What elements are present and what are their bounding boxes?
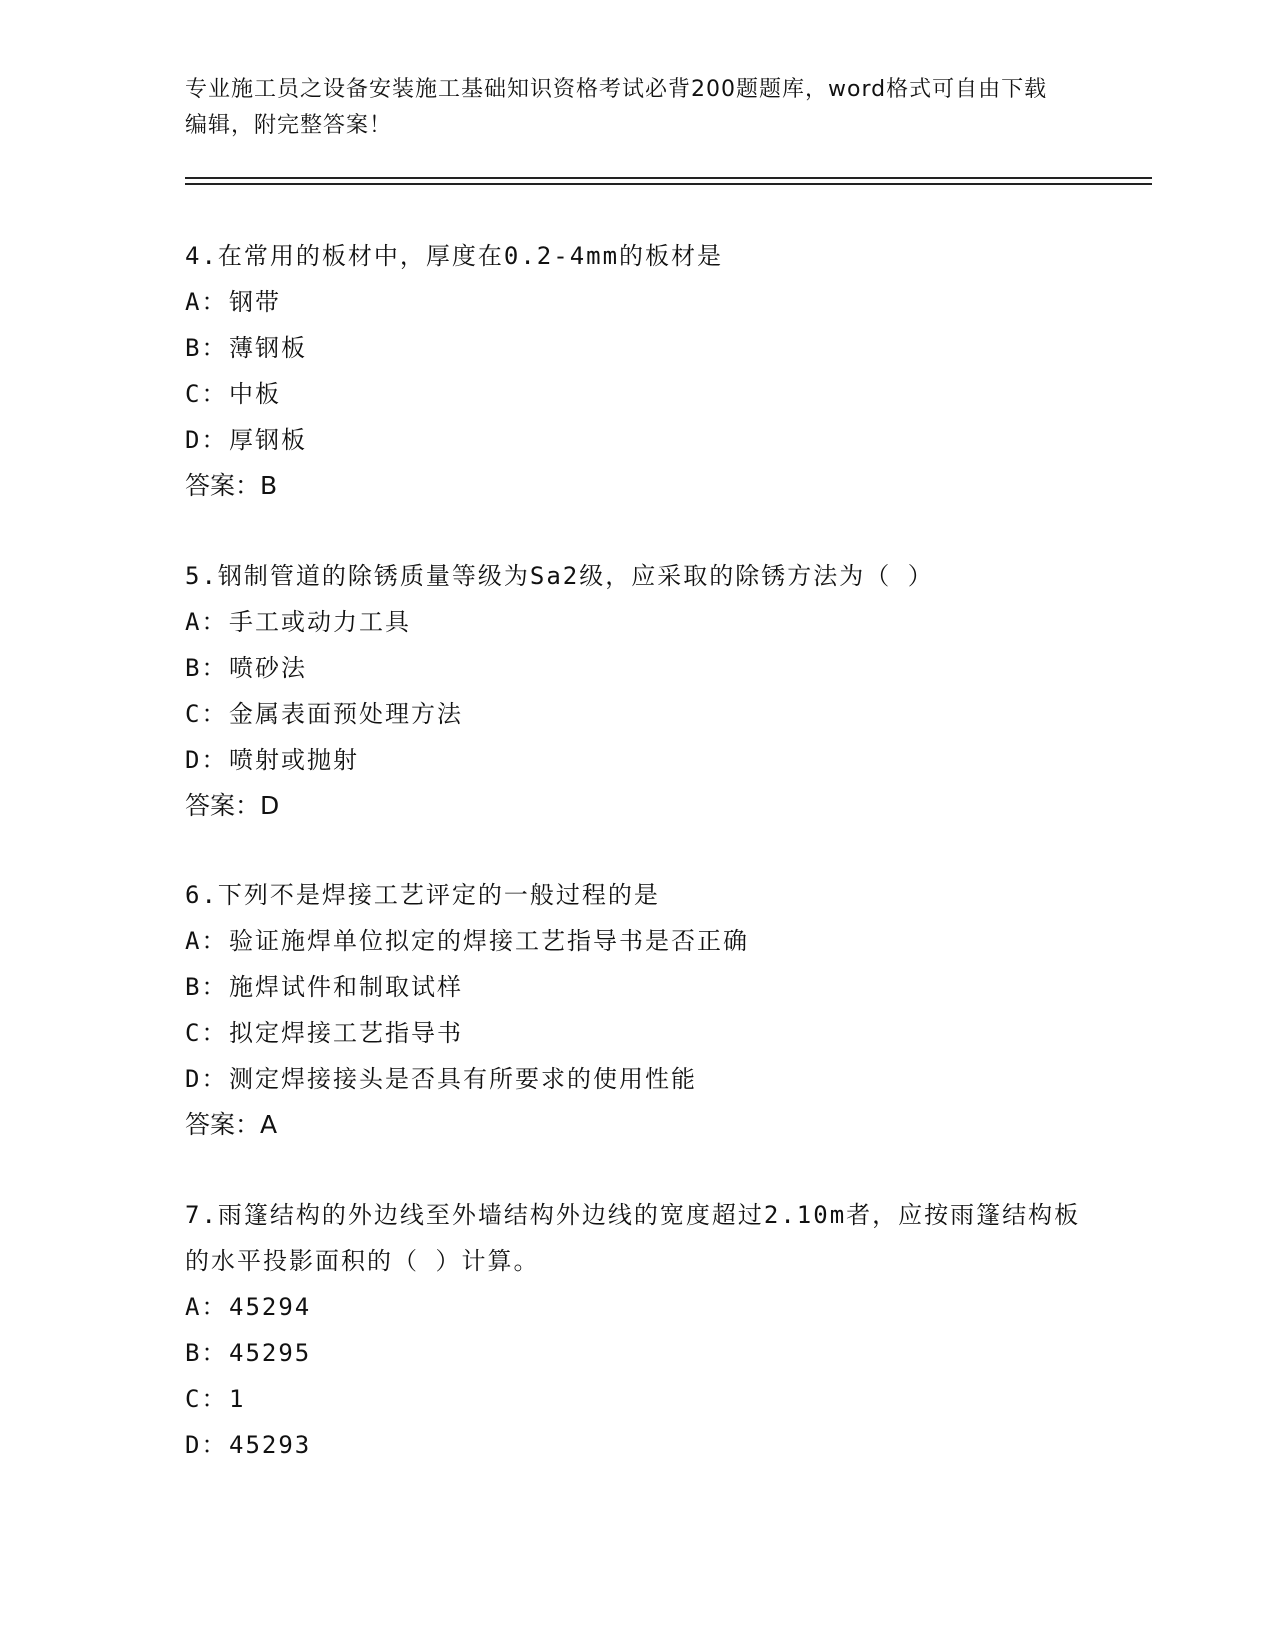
option-c: [185, 1376, 1085, 1422]
option-c: [185, 371, 1085, 417]
option-text: 手工或动力工具: [229, 608, 411, 636]
option-text: 薄钢板: [229, 334, 307, 362]
option-text: 中板: [229, 380, 281, 408]
option-text: 测定焊接接头是否具有所要求的使用性能: [229, 1065, 697, 1093]
question-text: 4.在常用的板材中，厚度在0.2-4mm的板材是: [185, 242, 724, 270]
header-divider-bottom: [185, 183, 1152, 185]
option-text: 厚钢板: [229, 426, 307, 454]
option-letter: B：: [185, 973, 228, 1001]
option-a: [185, 918, 1085, 964]
option-letter: D：: [185, 746, 228, 774]
option-b: [185, 645, 1085, 691]
option-text: 45294: [229, 1293, 312, 1321]
option-text: 施焊试件和制取试样: [229, 973, 463, 1001]
option-letter: C：: [185, 1019, 228, 1047]
option-letter: D：: [185, 426, 228, 454]
option-text: 钢带: [229, 288, 281, 316]
option-letter: B：: [185, 1339, 228, 1367]
option-a: [185, 1284, 1085, 1330]
option-text: 45293: [229, 1431, 312, 1459]
option-letter: B：: [185, 654, 228, 682]
answer-line: 答案：B: [185, 471, 278, 500]
question-7: [185, 1192, 1085, 1468]
answer-line: 答案：A: [185, 1110, 278, 1139]
option-letter: C：: [185, 380, 228, 408]
question-6: [185, 872, 1085, 1148]
question-text: 5.钢制管道的除锈质量等级为Sa2级，应采取的除锈方法为（ ）: [185, 562, 934, 590]
option-letter: A：: [185, 1293, 228, 1321]
option-text: 45295: [229, 1339, 312, 1367]
option-letter: A：: [185, 288, 228, 316]
option-letter: A：: [185, 927, 228, 955]
option-letter: D：: [185, 1065, 228, 1093]
question-4: [185, 233, 1085, 509]
option-a: [185, 599, 1085, 645]
option-b: [185, 325, 1085, 371]
option-text: 喷砂法: [229, 654, 307, 682]
option-text: 1: [229, 1385, 246, 1413]
option-text: 验证施焊单位拟定的焊接工艺指导书是否正确: [229, 927, 749, 955]
option-a: [185, 279, 1085, 325]
option-b: [185, 964, 1085, 1010]
option-letter: D：: [185, 1431, 228, 1459]
document-header: 专业施工员之设备安装施工基础知识资格考试必背200题题库，word格式可自由下载编辑，附完整答案！: [185, 77, 1048, 138]
option-c: [185, 1010, 1085, 1056]
option-text: 拟定焊接工艺指导书: [229, 1019, 463, 1047]
option-letter: B：: [185, 334, 228, 362]
header-divider-top: [185, 177, 1152, 179]
option-text: 喷射或抛射: [229, 746, 359, 774]
option-letter: A：: [185, 608, 228, 636]
option-d: [185, 1056, 1085, 1102]
question-text: 6.下列不是焊接工艺评定的一般过程的是: [185, 881, 660, 909]
option-text: 金属表面预处理方法: [229, 700, 463, 728]
option-letter: C：: [185, 700, 228, 728]
option-d: [185, 1422, 1085, 1468]
option-d: [185, 417, 1085, 463]
option-b: [185, 1330, 1085, 1376]
question-text: 7.雨篷结构的外边线至外墙结构外边线的宽度超过2.10m者，应按雨篷结构板的水平投影面积的（ ）计算。: [185, 1201, 1081, 1275]
option-letter: C：: [185, 1385, 228, 1413]
question-5: [185, 553, 1085, 829]
answer-line: 答案：D: [185, 791, 280, 820]
option-d: [185, 737, 1085, 783]
option-c: [185, 691, 1085, 737]
